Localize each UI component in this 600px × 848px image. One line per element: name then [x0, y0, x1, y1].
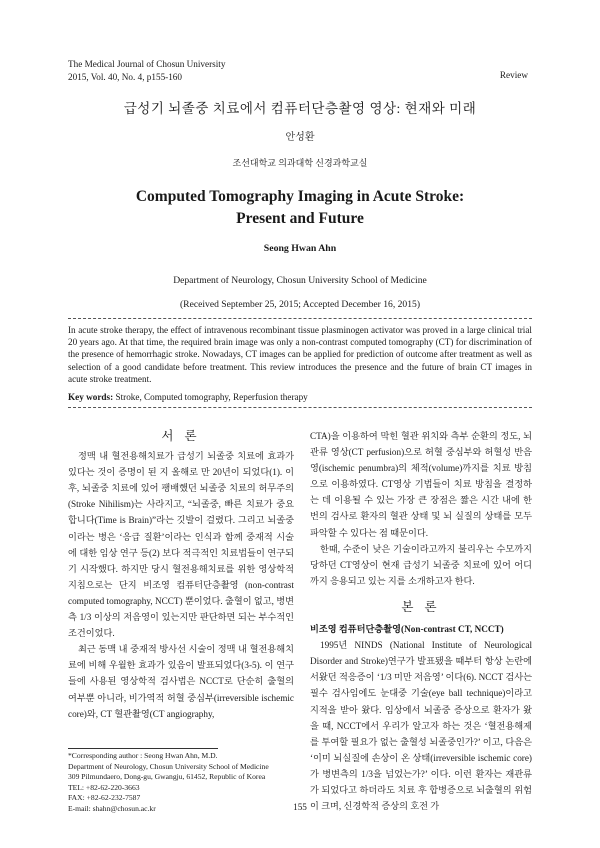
footnote-rule	[68, 748, 218, 749]
english-affiliation: Department of Neurology, Chosun University School of Medicine	[173, 275, 427, 286]
document-type: Review	[499, 70, 528, 80]
abstract-text: In acute stroke therapy, the effect of intravenous recombinant tissue plasminogen activator was proved in a large clinical trial 20 years ago. At that time, the required brain image was only a non-contrast computed tomography (CT) for discrimination of the presence of hemorrhagic stroke. Nowadays, CT images can be applied for prediction of outcome after treatment as well as selection of a good candidate before treatment. This review introduces the presence and the future of brain CT images in acute stroke treatment.	[68, 325, 532, 384]
english-author: Seong Hwan Ahn	[263, 243, 337, 254]
introduction-paragraph-3: 한때, 수준이 낮은 기술이라고까지 불리우는 수모까지 당하던 CT영상이 현재 급성기 뇌졸중 치료에 있어 어디까지 응용되고 있는 지를 소개하고자 한다.	[310, 543, 532, 586]
keywords-text: Stroke, Computed tomography, Reperfusion therapy	[115, 392, 308, 402]
introduction-paragraph-1: 정맥 내 혈전용해치료가 급성기 뇌졸중 치료에 효과가 있다는 것이 증명이 된 지 올해로 만 20년이 되었다(1). 이후, 뇌졸중 치료에 있어 팽배했던 뇌졸중 치료의 허무주의(Stroke Nihilism)는 사라지고, “뇌졸중, 빠른 치료가 중요합니다(Time is Brain)”라는 깃발이 걸렸다. 그리고 뇌졸중이라는 병은 ‘응급 질환’이라는 인식과 함께 중재적 시술에 대한 임상 연구 등(2) 보다 적극적인 치료법들이 연구되기 시작했다. 하지만 당시 혈전용해치료를 위한 영상학적 지침으로는 단지 비조영 컴퓨터단층촬영 (non-contrast computed tomography, NCCT) 뿐이었다. 출혈이 없고, 병변측 1/3 이상의 저음영이 있는지만 판단하면 되는 부수적인 조건이었다.	[68, 451, 294, 639]
left-column	[68, 428, 294, 722]
received-dates: (Received September 25, 2015; Accepted December 16, 2015)	[179, 299, 421, 310]
journal-citation: 2015, Vol. 40, No. 4, p155-160	[68, 71, 182, 82]
korean-affiliation: 조선대학교 의과대학 신경과학교실	[232, 158, 368, 168]
footnote-tel: TEL: +82-62-220-3663	[68, 782, 140, 792]
introduction-paragraph-1-continued: CTA)을 이용하여 막힌 혈관 위치와 측부 순환의 정도, 뇌관류 영상(CT perfusion)으로 허혈 중심부와 허혈성 반음영(ischemic penumbra)의 체적(volume)까지를 치료 방침으로 이용하였다. CT영상 기법들이 치료 방침을 결정하는 데 이용될 수 있는 가장 큰 장점은 짧은 시간 내에 한 번의 검사로 환자의 혈관 상태 및 뇌 실질의 상태를 모두 파악할 수 있다는 점 때문이다.	[310, 431, 532, 538]
journal-name: The Medical Journal of Chosun University	[68, 59, 226, 69]
keywords	[68, 392, 532, 402]
ncct-subheading: 비조영 컴퓨터단층촬영(Non-contrast CT, NCCT)	[310, 624, 504, 635]
keywords-label: Key words:	[68, 392, 114, 402]
page-number: 155	[293, 802, 307, 812]
main-body-heading: 본 론	[401, 599, 441, 614]
english-title-line2: Present and Future	[236, 210, 364, 227]
korean-title: 급성기 뇌졸중 치료에서 컴퓨터단층촬영 영상: 현재와 미래	[123, 101, 477, 116]
korean-author: 안성환	[285, 132, 315, 143]
introduction-heading: 서 론	[161, 429, 201, 443]
abstract-top-rule	[68, 318, 532, 319]
abstract-bottom-rule	[68, 407, 532, 408]
journal-header	[68, 58, 225, 83]
footnote-author: *Corresponding author : Seong Hwan Ahn, M.D.	[68, 751, 218, 760]
footnote-address: 309 Pilmundaero, Dong-gu, Gwangju, 61452, Republic of Korea	[68, 772, 266, 782]
footnote-department: Department of Neurology, Chosun University School of Medicine	[68, 761, 269, 771]
footnote-fax: FAX: +82-62-232-7587	[68, 793, 141, 803]
abstract	[68, 324, 532, 385]
english-title-line1: Computed Tomography Imaging in Acute Stroke:	[135, 188, 465, 205]
introduction-paragraph-2: 최근 동맥 내 중재적 방사선 시술이 정맥 내 혈전용해치료에 비해 우월한 효과가 있음이 발표되었다(3-5). 이 연구들에 사용된 영상학적 검사법은 NCCT로 단순히 출혈의 여부뿐 아니라, 비가역적 허혈 중심부(irreversible ischemic core)와, CT 혈관촬영(CT angiography,	[68, 644, 294, 719]
footnote-email: E-mail: shahn@chosun.ac.kr	[68, 803, 156, 813]
english-title	[0, 186, 600, 230]
ncct-paragraph: 1995년 NINDS (National Institute of Neurological Disorder and Stroke)연구가 발표됐을 때부터 항상 논란에 서왔던 적응증이 ‘1/3 미만 저음영’ 이다(6). NCCT 검사는 필수 검사임에도 눈대중 기술(eye ball technique)이라고 지적을 받아 왔다. 임상에서 뇌졸중 증상으로 환자가 왔을 때, NCCT에서 우리가 알고자 하는 것은 ‘혈전용해제를 투여할 필요가 없는 출혈성 뇌졸중인가?’ 이고, 다음은 ‘이미 뇌실질에 손상이 온 상태(irreversible ischemic core)가 병변측의 1/3을 넘었는가?’ 이다. 이런 환자는 재관류가 되었다고 하더라도 치료 후 합병증으로 뇌출혈의 위험이 크며, 신경학적 증상의 호전 가	[310, 640, 532, 812]
right-column	[310, 428, 532, 814]
